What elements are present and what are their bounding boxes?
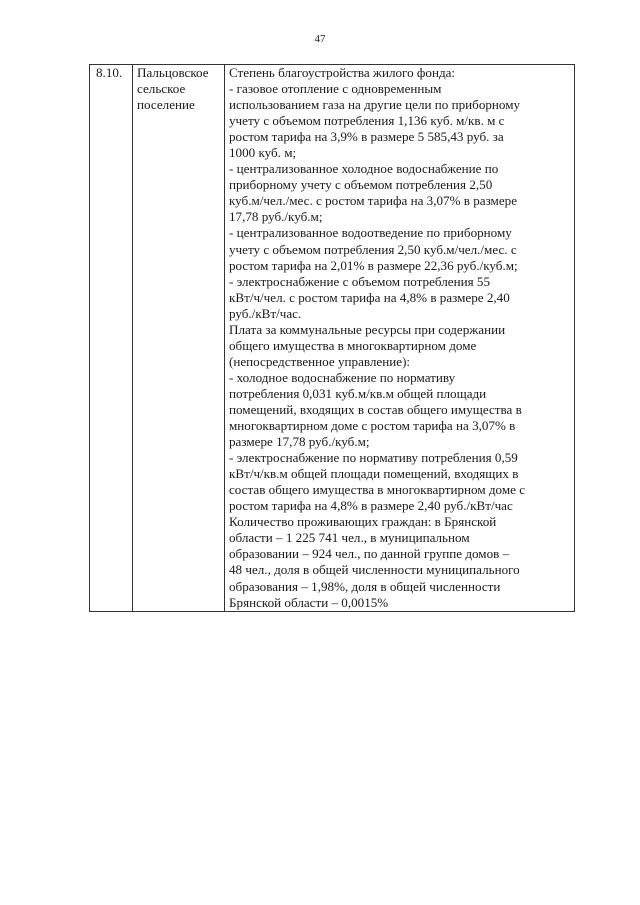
row-number-cell [90,65,133,612]
description-line: области – 1 225 741 чел., в муниципальном [229,530,470,546]
settlement-line: поселение [137,97,195,113]
description-line: ростом тарифа на 2,01% в размере 22,36 руб./куб.м; [229,257,518,273]
description-line: - электроснабжение по нормативу потребления 0,59 [229,450,518,466]
description-line: ростом тарифа на 3,9% в размере 5 585,43 руб. за [229,129,504,145]
description-line: Количество проживающих граждан: в Брянской [229,514,497,530]
description-line: помещений, входящих в состав общего имущества в [229,401,522,417]
table-row [90,65,575,612]
description-line: - централизованное холодное водоснабжение по [229,161,499,177]
description-line: приборному учету с объемом потребления 2,50 [229,177,493,193]
description-line: учету с объемом потребления 2,50 куб.м/чел./мес. с [229,241,517,257]
description-line: Плата за коммунальные ресурсы при содержании [229,321,506,337]
settlement-cell [133,65,225,612]
description-line: образования – 1,98%, доля в общей численности [229,578,501,594]
description-line: размере 17,78 руб./куб.м; [229,434,370,450]
description-line: кВт/ч/чел. с ростом тарифа на 4,8% в размере 2,40 [229,289,510,305]
description-line: - централизованное водоотведение по приборному [229,225,512,241]
description-line: 17,78 руб./куб.м; [229,209,323,225]
description-line: куб.м/чел./мес. с ростом тарифа на 3,07% в размере [229,193,518,209]
description-line: образовании – 924 чел., по данной группе домов – [229,546,510,562]
description-line: - электроснабжение с объемом потребления 55 [229,273,491,289]
description-line: многоквартирном доме с ростом тарифа на 3,07% в [229,418,516,434]
description-line: Степень благоустройства жилого фонда: [229,65,456,80]
description-line: 48 чел., доля в общей численности муниципального [229,562,520,578]
description-line: ростом тарифа на 4,8% в размере 2,40 руб./кВт/час [229,498,513,514]
description-line: учету с объемом потребления 1,136 куб. м/кв. м с [229,113,505,129]
description-line: Брянской области – 0,0015% [229,594,389,610]
description-line: состав общего имущества в многоквартирном доме с [229,482,526,498]
description-line: потребления 0,031 куб.м/кв.м общей площади [229,385,487,401]
description-line: кВт/ч/кв.м общей площади помещений, входящих в [229,466,519,482]
tariff-table [89,64,575,612]
description-line: использованием газа на другие цели по приборному [229,97,521,113]
settlement-line: сельское [137,81,186,97]
description-line: - холодное водоснабжение по нормативу [229,369,456,385]
description-line: - газовое отопление с одновременным [229,81,442,97]
description-line: 1000 куб. м; [229,145,297,161]
description-line: (непосредственное управление): [229,353,411,369]
settlement-line: Пальцовское [137,65,209,80]
row-number: 8.10. [96,65,123,80]
description-cell [225,65,575,612]
description-line: общего имущества в многоквартирном доме [229,337,477,353]
description-line: руб./кВт/час. [229,305,302,321]
page-number: 47 [314,33,326,45]
